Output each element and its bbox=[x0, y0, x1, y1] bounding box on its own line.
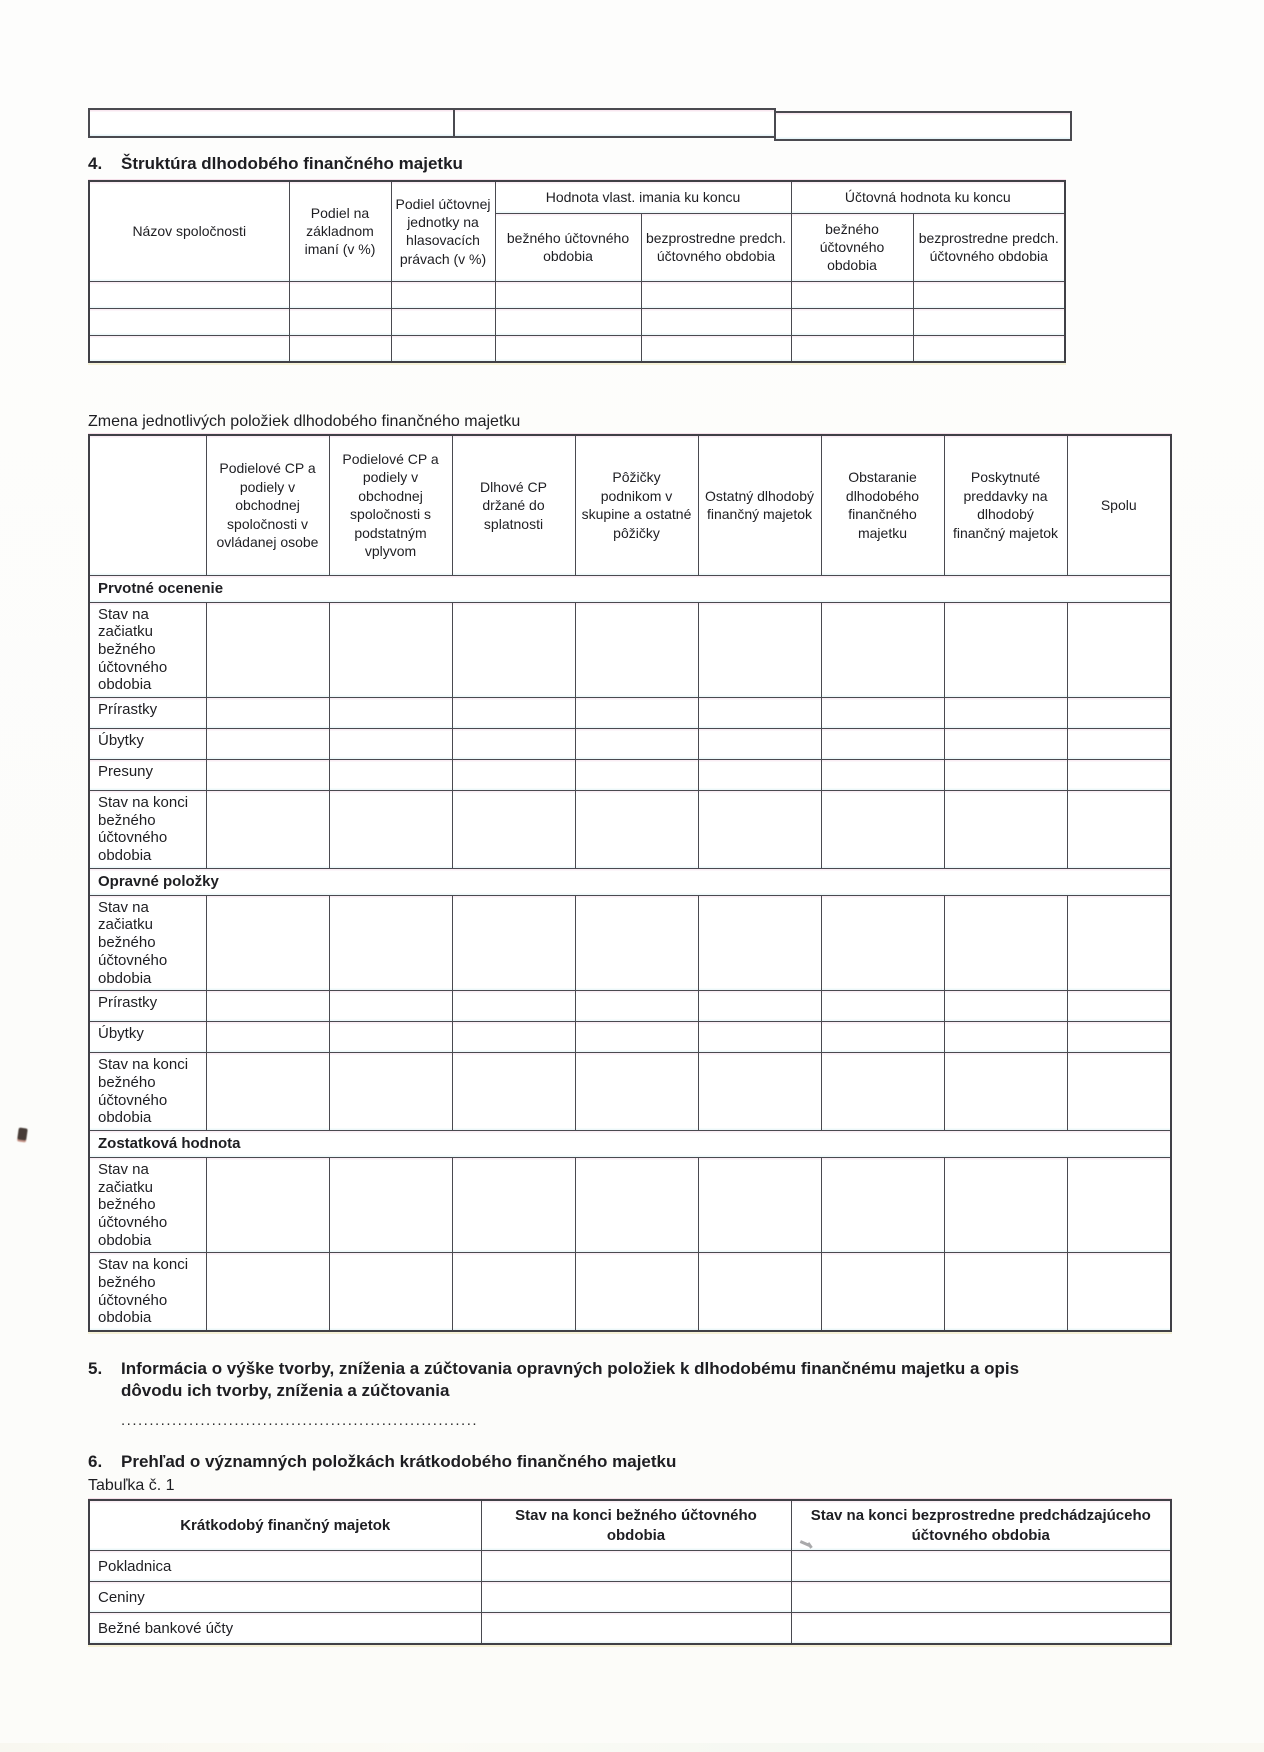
empty-data-cell bbox=[89, 335, 289, 362]
empty-data-cell bbox=[944, 895, 1067, 990]
empty-data-cell bbox=[206, 602, 329, 697]
empty-data-cell bbox=[944, 602, 1067, 697]
empty-data-cell bbox=[944, 760, 1067, 791]
empty-data-cell bbox=[329, 729, 452, 760]
empty-data-cell bbox=[791, 1613, 1171, 1644]
empty-data-cell bbox=[452, 1022, 575, 1053]
empty-data-cell bbox=[329, 698, 452, 729]
row-label-presuny: Presuny bbox=[89, 760, 206, 791]
section5-heading bbox=[88, 1358, 1170, 1402]
row-label-ceniny: Ceniny bbox=[89, 1582, 481, 1613]
empty-data-cell bbox=[206, 791, 329, 869]
table-row bbox=[89, 1613, 1171, 1644]
empty-data-cell bbox=[1067, 1022, 1171, 1053]
top-strip-cell bbox=[453, 108, 776, 138]
empty-data-cell bbox=[206, 1022, 329, 1053]
empty-data-cell bbox=[641, 281, 791, 308]
col-header-podielove-cp-podstatnym: Podielové CP a podiely v obchodnej spoločnosti s podstatným vplyvom bbox=[329, 435, 452, 575]
table-row bbox=[89, 791, 1171, 869]
section-header-prvotne-ocenenie: Prvotné ocenenie bbox=[89, 575, 1171, 602]
empty-data-cell bbox=[821, 991, 944, 1022]
empty-data-cell bbox=[791, 1582, 1171, 1613]
empty-data-cell bbox=[452, 729, 575, 760]
table-row bbox=[89, 1582, 1171, 1613]
empty-data-cell bbox=[1067, 791, 1171, 869]
empty-data-cell bbox=[698, 1053, 821, 1131]
section-header-row bbox=[89, 575, 1171, 602]
col-header-poskytnute-preddavky: Poskytnuté preddavky na dlhodobý finančný majetok bbox=[944, 435, 1067, 575]
empty-data-cell bbox=[289, 335, 391, 362]
empty-data-cell bbox=[944, 791, 1067, 869]
empty-data-cell bbox=[575, 991, 698, 1022]
empty-data-cell bbox=[89, 281, 289, 308]
empty-data-cell bbox=[698, 698, 821, 729]
empty-data-cell bbox=[575, 602, 698, 697]
empty-data-cell bbox=[206, 895, 329, 990]
empty-data-cell bbox=[913, 335, 1065, 362]
empty-data-cell bbox=[698, 991, 821, 1022]
table-zmena-poloziek-dfm bbox=[88, 434, 1172, 1332]
empty-data-cell bbox=[1067, 698, 1171, 729]
row-label-stav-konci: Stav na konci bežného účtovného obdobia bbox=[89, 1053, 206, 1131]
empty-data-cell bbox=[821, 760, 944, 791]
empty-data-cell bbox=[452, 895, 575, 990]
empty-data-cell bbox=[329, 1157, 452, 1252]
empty-data-cell bbox=[206, 760, 329, 791]
empty-data-cell bbox=[391, 335, 495, 362]
empty-data-cell bbox=[289, 281, 391, 308]
empty-data-cell bbox=[1067, 895, 1171, 990]
row-label-stav-konci: Stav na konci bežného účtovného obdobia bbox=[89, 791, 206, 869]
row-label-stav-konci: Stav na konci bežného účtovného obdobia bbox=[89, 1253, 206, 1331]
col-header-podiel-uctovnej: Podiel účtovnej jednotky na hlasovacích právach (v %) bbox=[391, 181, 495, 281]
empty-data-cell bbox=[698, 729, 821, 760]
col-header-stav-konci-bezprostredne: Stav na konci bezprostredne predchádzajúceho účtovného obdobia bbox=[791, 1500, 1171, 1551]
empty-data-cell bbox=[913, 281, 1065, 308]
empty-data-cell bbox=[698, 760, 821, 791]
empty-data-cell bbox=[452, 698, 575, 729]
table-row bbox=[89, 1022, 1171, 1053]
empty-data-cell bbox=[641, 335, 791, 362]
empty-data-cell bbox=[575, 791, 698, 869]
col-header-bezneho-obdobia: bežného účtovného obdobia bbox=[791, 213, 913, 281]
empty-data-cell bbox=[1067, 729, 1171, 760]
empty-data-cell bbox=[913, 308, 1065, 335]
table-row bbox=[89, 729, 1171, 760]
section5-number: 5. bbox=[88, 1359, 103, 1379]
table-row bbox=[89, 281, 1065, 308]
empty-data-cell bbox=[821, 1053, 944, 1131]
scan-smudge-mark bbox=[800, 1542, 814, 1552]
table3-caption: Tabuľka č. 1 bbox=[88, 1477, 175, 1495]
row-label-pokladnica: Pokladnica bbox=[89, 1551, 481, 1582]
empty-data-cell bbox=[329, 1022, 452, 1053]
scan-edge-tint bbox=[0, 1743, 1264, 1752]
empty-data-cell bbox=[329, 1253, 452, 1331]
col-header-nazov-spolocnosti: Názov spoločnosti bbox=[89, 181, 289, 281]
empty-data-cell bbox=[329, 1053, 452, 1131]
col-header-obstaranie-dfm: Obstaranie dlhodobého finančného majetku bbox=[821, 435, 944, 575]
col-header-dlhove-cp: Dlhové CP držané do splatnosti bbox=[452, 435, 575, 575]
empty-data-cell bbox=[1067, 1157, 1171, 1252]
empty-data-cell bbox=[329, 760, 452, 791]
empty-data-cell bbox=[452, 991, 575, 1022]
empty-data-cell bbox=[329, 602, 452, 697]
empty-data-cell bbox=[206, 1053, 329, 1131]
empty-data-cell bbox=[452, 1253, 575, 1331]
col-header-bezprostredne-predch: bezprostredne predch. účtovného obdobia bbox=[641, 213, 791, 281]
section-header-opravne-polozky: Opravné položky bbox=[89, 868, 1171, 895]
empty-data-cell bbox=[329, 895, 452, 990]
empty-data-cell bbox=[452, 760, 575, 791]
col-header-stav-konci-bezneho: Stav na konci bežného účtovného obdobia bbox=[481, 1500, 791, 1551]
empty-data-cell bbox=[791, 281, 913, 308]
empty-data-cell bbox=[495, 308, 641, 335]
empty-data-cell bbox=[289, 308, 391, 335]
empty-data-cell bbox=[821, 698, 944, 729]
table-kratkodoby-fm bbox=[88, 1499, 1172, 1645]
section4-title: Štruktúra dlhodobého finančného majetku bbox=[121, 154, 463, 173]
empty-data-cell bbox=[575, 1253, 698, 1331]
table-row bbox=[89, 991, 1171, 1022]
col-header-kratkodoby-fm: Krátkodobý finančný majetok bbox=[89, 1500, 481, 1551]
empty-data-cell bbox=[821, 1253, 944, 1331]
empty-data-cell bbox=[575, 1157, 698, 1252]
dotted-fill-line: ............................................................... bbox=[121, 1412, 479, 1430]
empty-data-cell bbox=[575, 895, 698, 990]
table-row bbox=[89, 698, 1171, 729]
empty-data-cell bbox=[495, 335, 641, 362]
empty-data-cell bbox=[791, 335, 913, 362]
row-label-bezne-bankove-ucty: Bežné bankové účty bbox=[89, 1613, 481, 1644]
col-header-podiel-zakladnom: Podiel na základnom imaní (v %) bbox=[289, 181, 391, 281]
table-row bbox=[89, 335, 1065, 362]
top-strip-cell bbox=[774, 111, 1072, 141]
row-label-prirastky: Prírastky bbox=[89, 991, 206, 1022]
section6-heading bbox=[88, 1451, 1170, 1473]
empty-data-cell bbox=[698, 1157, 821, 1252]
page-content bbox=[88, 0, 1170, 1645]
empty-data-cell bbox=[206, 698, 329, 729]
empty-data-cell bbox=[944, 1022, 1067, 1053]
empty-data-cell bbox=[821, 729, 944, 760]
table-row bbox=[89, 1253, 1171, 1331]
empty-data-cell bbox=[698, 1253, 821, 1331]
section4-number: 4. bbox=[88, 154, 103, 173]
top-header-strip bbox=[88, 108, 1074, 141]
empty-data-cell bbox=[791, 1551, 1171, 1582]
empty-data-cell bbox=[206, 1253, 329, 1331]
section4-heading bbox=[88, 153, 1170, 175]
empty-data-cell bbox=[944, 698, 1067, 729]
top-strip-cell bbox=[88, 108, 455, 138]
empty-data-cell bbox=[821, 1022, 944, 1053]
empty-data-cell bbox=[206, 1157, 329, 1252]
empty-data-cell bbox=[944, 729, 1067, 760]
empty-data-cell bbox=[821, 602, 944, 697]
empty-data-cell bbox=[206, 991, 329, 1022]
group-header-hodnota-vlast-imania: Hodnota vlast. imania ku koncu bbox=[495, 181, 791, 213]
table-row bbox=[89, 760, 1171, 791]
empty-data-cell bbox=[698, 895, 821, 990]
empty-data-cell bbox=[944, 1053, 1067, 1131]
empty-data-cell bbox=[1067, 1253, 1171, 1331]
row-label-stav-zaciatku: Stav na začiatku bežného účtovného obdobia bbox=[89, 895, 206, 990]
section-header-row bbox=[89, 868, 1171, 895]
empty-data-cell bbox=[452, 1053, 575, 1131]
empty-data-cell bbox=[89, 308, 289, 335]
col-header-pozicky-podnikom: Pôžičky podnikom v skupine a ostatné pôžičky bbox=[575, 435, 698, 575]
table-row bbox=[89, 895, 1171, 990]
section5-title: Informácia o výške tvorby, zníženia a zúčtovania opravných položiek k dlhodobému finančnému majetku a opis dôvodu ich tvorby, zníženia a zúčtovania bbox=[121, 1359, 1020, 1401]
col-header-ostatny-dfm: Ostatný dlhodobý finančný majetok bbox=[698, 435, 821, 575]
empty-data-cell bbox=[1067, 1053, 1171, 1131]
empty-data-cell bbox=[575, 760, 698, 791]
table-struktura-dfm bbox=[88, 180, 1066, 363]
table2-title: Zmena jednotlivých položiek dlhodobého finančného majetku bbox=[88, 413, 521, 431]
empty-data-cell bbox=[821, 791, 944, 869]
section-header-zostatkova-hodnota: Zostatková hodnota bbox=[89, 1130, 1171, 1157]
empty-data-cell bbox=[452, 791, 575, 869]
empty-data-cell bbox=[452, 602, 575, 697]
empty-data-cell bbox=[575, 1053, 698, 1131]
empty-data-cell bbox=[641, 308, 791, 335]
col-header-bezneho-obdobia: bežného účtovného obdobia bbox=[495, 213, 641, 281]
section6-title: Prehľad o významných položkách krátkodobého finančného majetku bbox=[121, 1452, 677, 1472]
empty-data-cell bbox=[575, 698, 698, 729]
empty-data-cell bbox=[329, 791, 452, 869]
table-row bbox=[89, 602, 1171, 697]
row-label-prirastky: Prírastky bbox=[89, 698, 206, 729]
table-row bbox=[89, 1053, 1171, 1131]
empty-data-cell bbox=[821, 895, 944, 990]
empty-data-cell bbox=[495, 281, 641, 308]
empty-data-cell bbox=[698, 791, 821, 869]
empty-data-cell bbox=[575, 729, 698, 760]
empty-data-cell bbox=[791, 308, 913, 335]
scan-ink-speck bbox=[17, 1127, 28, 1140]
row-label-stav-zaciatku: Stav na začiatku bežného účtovného obdobia bbox=[89, 1157, 206, 1252]
empty-data-cell bbox=[944, 991, 1067, 1022]
empty-data-cell bbox=[1067, 602, 1171, 697]
col-header-empty bbox=[89, 435, 206, 575]
empty-data-cell bbox=[944, 1157, 1067, 1252]
empty-data-cell bbox=[1067, 760, 1171, 791]
empty-data-cell bbox=[481, 1613, 791, 1644]
empty-data-cell bbox=[821, 1157, 944, 1252]
row-label-ubytky: Úbytky bbox=[89, 729, 206, 760]
table-row bbox=[89, 1551, 1171, 1582]
col-header-spolu: Spolu bbox=[1067, 435, 1171, 575]
empty-data-cell bbox=[452, 1157, 575, 1252]
empty-data-cell bbox=[481, 1551, 791, 1582]
empty-data-cell bbox=[481, 1582, 791, 1613]
empty-data-cell bbox=[698, 602, 821, 697]
empty-data-cell bbox=[944, 1253, 1067, 1331]
empty-data-cell bbox=[206, 729, 329, 760]
section6-number: 6. bbox=[88, 1452, 103, 1472]
section-header-row bbox=[89, 1130, 1171, 1157]
col-header-bezprostredne-predch: bezprostredne predch. účtovného obdobia bbox=[913, 213, 1065, 281]
empty-data-cell bbox=[391, 281, 495, 308]
table-row bbox=[89, 1157, 1171, 1252]
row-label-stav-zaciatku: Stav na začiatku bežného účtovného obdobia bbox=[89, 602, 206, 697]
empty-data-cell bbox=[1067, 991, 1171, 1022]
empty-data-cell bbox=[698, 1022, 821, 1053]
row-label-ubytky: Úbytky bbox=[89, 1022, 206, 1053]
empty-data-cell bbox=[391, 308, 495, 335]
table-row bbox=[89, 308, 1065, 335]
col-header-podielove-cp-ovladanej: Podielové CP a podiely v obchodnej spoločnosti v ovládanej osobe bbox=[206, 435, 329, 575]
group-header-uctovna-hodnota: Účtovná hodnota ku koncu bbox=[791, 181, 1065, 213]
empty-data-cell bbox=[575, 1022, 698, 1053]
empty-data-cell bbox=[329, 991, 452, 1022]
